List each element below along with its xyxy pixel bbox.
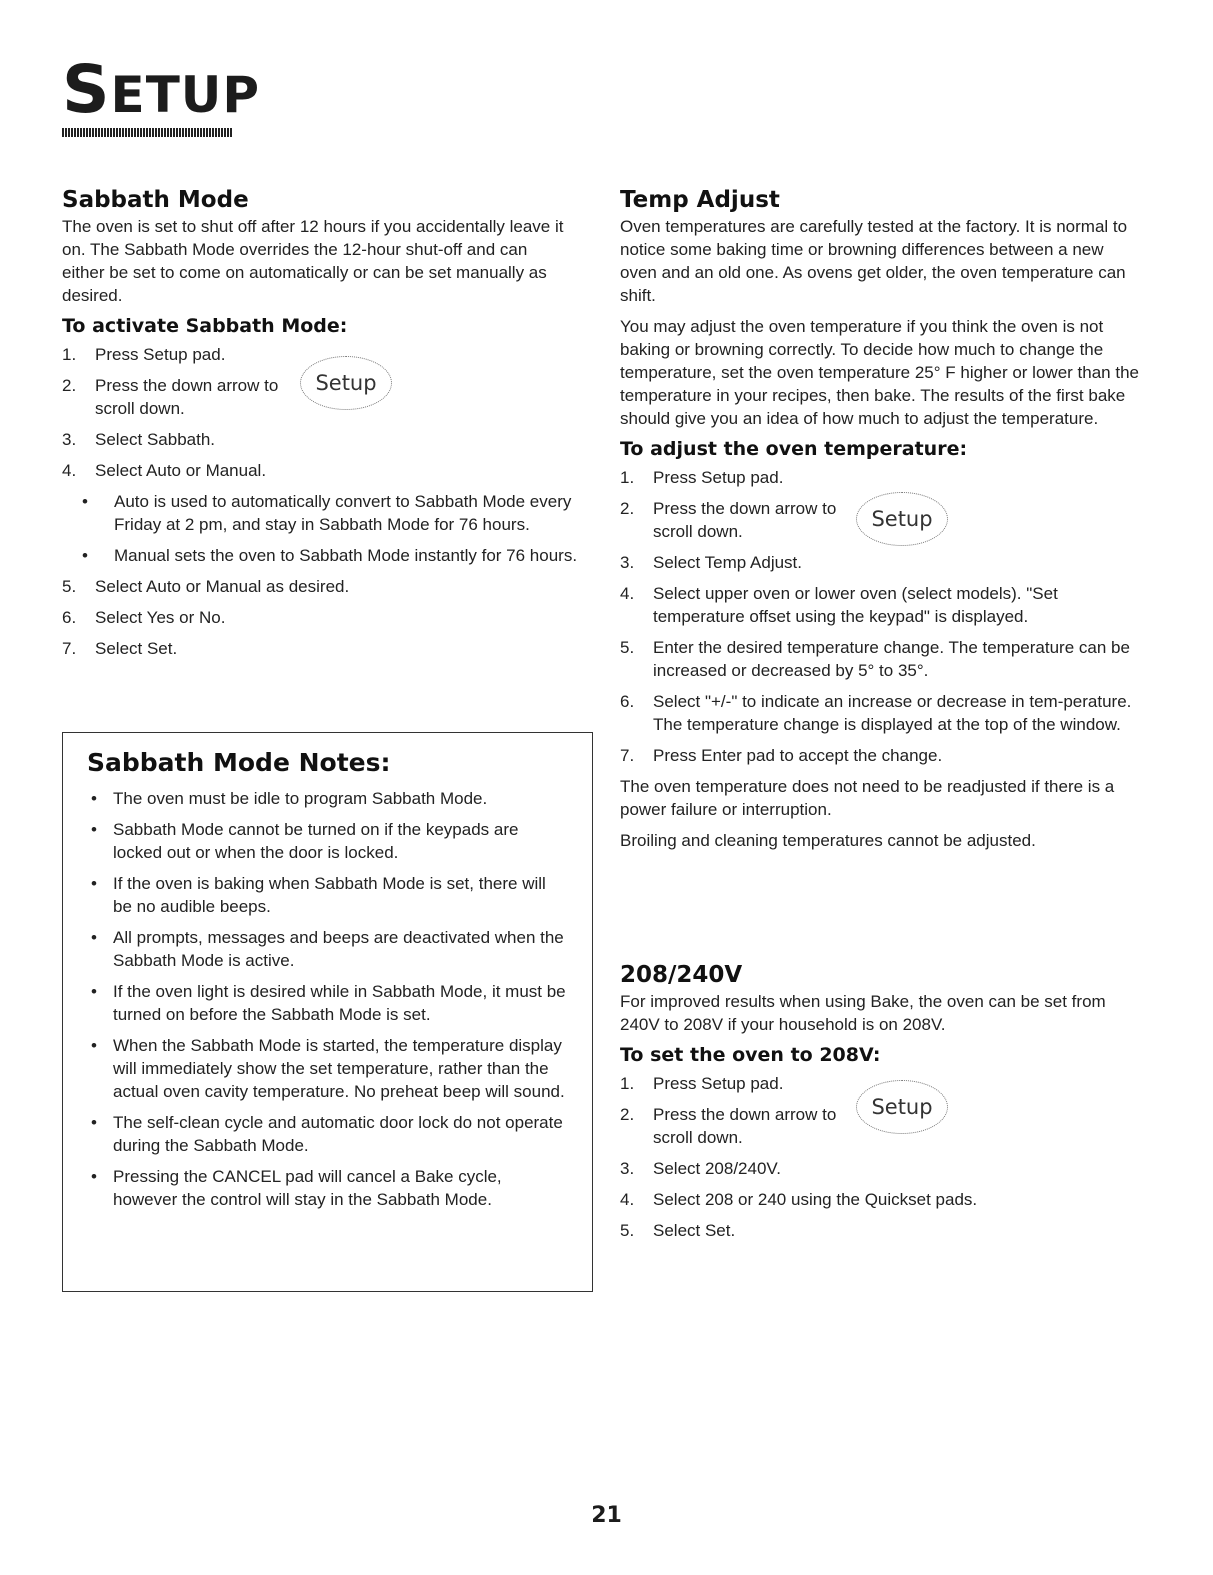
note-text: All prompts, messages and beeps are deactivated when the Sabbath Mode is active. — [113, 928, 564, 970]
step-text: Select Set. — [95, 639, 178, 658]
step-number: 1. — [62, 345, 77, 364]
step-text: Press Enter pad to accept the change. — [653, 746, 943, 765]
list-item — [620, 582, 1140, 628]
list-item — [620, 497, 880, 543]
step-text: Select Sabbath. — [95, 430, 216, 449]
volt-heading: 208/240V — [620, 962, 743, 988]
bullet-icon: • — [82, 546, 88, 565]
step-text: Select 208/240V. — [653, 1159, 781, 1178]
step-number: 1. — [620, 1074, 635, 1093]
step-number: 3. — [620, 1159, 635, 1178]
note-text: The self-clean cycle and automatic door lock do not operate during the Sabbath Mode. — [113, 1113, 563, 1155]
bullet-icon: • — [91, 874, 97, 893]
list-item — [62, 374, 302, 420]
step-text: Select Auto or Manual as desired. — [95, 577, 350, 596]
step-number: 3. — [620, 553, 635, 572]
temp-para-2: You may adjust the oven temperature if you think the oven is not baking or browning correctly. To decide how much to change the temperature, set the oven temperature 25° F higher or lower than the temperature in your recipes, then bake. The results of the first bake should give you an idea of how much to adjust the temperature. — [620, 317, 1139, 428]
step-text: Enter the desired temperature change. The temperature can be increased or decreased by 5° to 35°. — [653, 638, 1130, 680]
list-item — [87, 926, 568, 972]
step-number: 5. — [620, 1221, 635, 1240]
step-number: 4. — [62, 461, 77, 480]
step-number: 1. — [620, 468, 635, 487]
volt-subheading: To set the oven to 208V: — [620, 1044, 881, 1066]
list-item — [620, 1188, 1140, 1211]
list-item — [87, 1165, 568, 1211]
title-rest: ETUP — [110, 66, 261, 124]
substep-text: Manual sets the oven to Sabbath Mode instantly for 76 hours. — [114, 546, 578, 565]
list-item — [620, 466, 1140, 489]
note-text: If the oven light is desired while in Sabbath Mode, it must be turned on before the Sabbath Mode is set. — [113, 982, 566, 1024]
step-text: Select Yes or No. — [95, 608, 226, 627]
note-text: Sabbath Mode cannot be turned on if the keypads are locked out or when the door is locked. — [113, 820, 519, 862]
bullet-icon: • — [91, 1167, 97, 1186]
setup-pad-icon: Setup — [856, 1080, 948, 1134]
sabbath-subheading: To activate Sabbath Mode: — [62, 315, 348, 337]
temp-subheading: To adjust the oven temperature: — [620, 438, 968, 460]
list-item — [620, 1219, 1140, 1242]
bullet-icon: • — [91, 928, 97, 947]
step-number: 2. — [62, 376, 77, 395]
notes-heading: Sabbath Mode Notes: — [87, 748, 391, 777]
title-rule — [62, 128, 232, 137]
step-number: 5. — [62, 577, 77, 596]
list-item — [620, 1157, 1140, 1180]
step-number: 7. — [620, 746, 635, 765]
list-item — [87, 1111, 568, 1157]
step-text: Select Temp Adjust. — [653, 553, 802, 572]
list-item — [62, 490, 587, 536]
bullet-icon: • — [91, 820, 97, 839]
temp-heading: Temp Adjust — [620, 187, 780, 213]
step-text: Press the down arrow to scroll down. — [653, 499, 837, 541]
step-text: Select upper oven or lower oven (select models). "Set temperature offset using the keypad" is displayed. — [653, 584, 1058, 626]
page-number: 21 — [591, 1503, 622, 1528]
step-number: 2. — [620, 1105, 635, 1124]
sabbath-heading: Sabbath Mode — [62, 187, 249, 213]
step-text: Select Set. — [653, 1221, 736, 1240]
step-number: 6. — [62, 608, 77, 627]
temp-para-1: Oven temperatures are carefully tested at the factory. It is normal to notice some baking time or browning differences between a new oven and an old one. As ovens get older, the oven temperature can shift. — [620, 217, 1128, 305]
bullet-icon: • — [91, 789, 97, 808]
list-item — [87, 1034, 568, 1103]
sabbath-section — [62, 185, 587, 668]
step-text: Select Auto or Manual. — [95, 461, 267, 480]
temp-after-2: Broiling and cleaning temperatures cannot be adjusted. — [620, 831, 1036, 850]
list-item — [62, 428, 587, 451]
step-number: 4. — [620, 584, 635, 603]
setup-pad-icon: Setup — [300, 356, 392, 410]
step-text: Press the down arrow to scroll down. — [653, 1105, 837, 1147]
note-text: The oven must be idle to program Sabbath Mode. — [113, 789, 488, 808]
title-initial: S — [62, 51, 111, 128]
bullet-icon: • — [91, 1036, 97, 1055]
list-item — [620, 1103, 880, 1149]
bullet-icon: • — [82, 492, 88, 511]
step-number: 6. — [620, 692, 635, 711]
list-item — [620, 744, 1140, 767]
list-item — [62, 606, 587, 629]
volt-intro: For improved results when using Bake, the oven can be set from 240V to 208V if your household is on 208V. — [620, 992, 1106, 1034]
note-text: If the oven is baking when Sabbath Mode is set, there will be no audible beeps. — [113, 874, 546, 916]
step-number: 3. — [62, 430, 77, 449]
list-item — [87, 980, 568, 1026]
list-item — [620, 636, 1140, 682]
sabbath-notes-box — [62, 732, 593, 1292]
setup-pad-icon: Setup — [856, 492, 948, 546]
list-item — [62, 637, 587, 660]
note-text: Pressing the CANCEL pad will cancel a Bake cycle, however the control will stay in the Sabbath Mode. — [113, 1167, 502, 1209]
step-text: Select "+/-" to indicate an increase or decrease in tem-perature. The temperature change is displayed at the top of the window. — [653, 692, 1132, 734]
notes-list — [87, 787, 568, 1211]
bullet-icon: • — [91, 982, 97, 1001]
list-item — [87, 818, 568, 864]
list-item — [62, 575, 587, 598]
page-title — [62, 51, 262, 128]
list-item — [62, 544, 587, 567]
step-number: 2. — [620, 499, 635, 518]
list-item — [87, 787, 568, 810]
substep-text: Auto is used to automatically convert to Sabbath Mode every Friday at 2 pm, and stay in Sabbath Mode for 76 hours. — [114, 492, 572, 534]
note-text: When the Sabbath Mode is started, the temperature display will immediately show the set temperature, rather than the actual oven cavity temperature. No preheat beep will sound. — [113, 1036, 565, 1101]
sabbath-substeps — [62, 490, 587, 567]
step-text: Press Setup pad. — [95, 345, 226, 364]
list-item — [87, 872, 568, 918]
list-item — [620, 551, 1140, 574]
step-number: 7. — [62, 639, 77, 658]
temp-after-1: The oven temperature does not need to be readjusted if there is a power failure or interruption. — [620, 777, 1115, 819]
bullet-icon: • — [91, 1113, 97, 1132]
step-number: 5. — [620, 638, 635, 657]
list-item — [62, 459, 587, 567]
step-text: Press the down arrow to scroll down. — [95, 376, 279, 418]
step-text: Press Setup pad. — [653, 468, 784, 487]
step-number: 4. — [620, 1190, 635, 1209]
step-text: Press Setup pad. — [653, 1074, 784, 1093]
sabbath-intro: The oven is set to shut off after 12 hours if you accidentally leave it on. The Sabbath Mode overrides the 12-hour shut-off and can either be set to come on automatically or can be set manually as desired. — [62, 217, 564, 305]
step-text: Select 208 or 240 using the Quickset pads. — [653, 1190, 978, 1209]
list-item — [620, 690, 1140, 736]
